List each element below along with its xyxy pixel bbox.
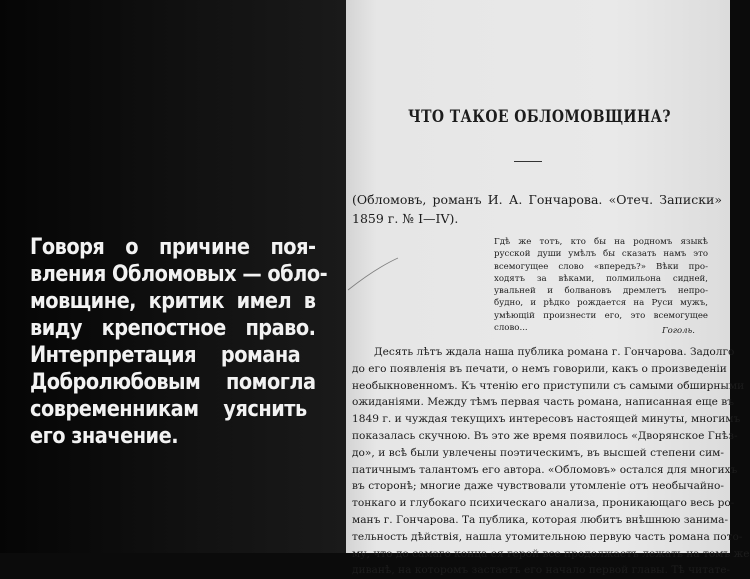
article-body [352,344,750,579]
epigraph-line: умѣющій произнести его, это всемогущее [494,310,708,321]
body-line: Десять лѣтъ ждала наша публика романа г. Гончарова. Задолго [374,346,735,358]
caption-line: Добролюбовым помогла [30,369,316,395]
caption-line: вления Обломовых — обло- [30,261,328,287]
body-line: 1849 г. и чуждая текущихъ интересовъ настоящей минуты, многимъ [352,413,741,426]
epigraph-line: Гдѣ же тотъ, кто бы на родномъ языкѣ [494,237,708,247]
body-line: необыкновенномъ. Къ чтенію его приступили съ самыми обширными [352,379,745,392]
book-page [346,0,750,577]
caption-line: Говоря о причине поя- [30,234,316,260]
body-line: показалась скучною. Въ это же время появилось «Дворянское Гнѣз- [352,429,738,442]
caption-panel [0,0,346,553]
body-line: тонкаго и глубокаго психическаго анализа, проникающаго весь ро- [352,497,735,510]
epigraph-line: русской души умѣлъ бы сказать намъ это [494,249,708,260]
body-line: патичнымъ талантомъ его автора. «Обломовъ» остался для многихъ [352,463,738,476]
body-line: ожиданіями. Между тѣмъ первая часть романа, написанная еще въ [352,396,734,409]
epigraph-author: Гоголь. [662,326,695,336]
article-subtitle [352,190,722,228]
body-line: манъ г. Гончарова. Та публика, которая любитъ внѣшнюю занима- [352,513,729,526]
caption-line: современникам уяснить [30,396,307,422]
subtitle-line: 1859 г. № I—IV). [352,211,459,226]
body-line: до его появленія въ печати, о немъ говорили, какъ о произведеніи [352,362,727,375]
epigraph-line: ходятъ за вѣками, полмильона сидней, [494,273,708,284]
subtitle-line: (Обломовъ, романъ И. А. Гончарова. «Отеч. Записки» [352,192,722,207]
caption-line: Интерпретация романа [30,342,301,368]
epigraph-line: увальней и болвановъ дремлетъ непро- [494,286,708,297]
caption-text [30,234,328,450]
epigraph-line: всемогущее слово «впередъ?» Вѣки про- [494,261,708,272]
epigraph [494,236,708,334]
caption-line: виду крепостное право. [30,315,316,341]
body-line: му, что до самаго конца ея герой все продолжаетъ лежать на томъ же [352,547,750,560]
caption-line: мовщине, критик имел в [30,288,316,314]
epigraph-line: будно, и рѣдко рождается на Руси мужъ, [494,298,708,309]
title-divider [514,161,542,162]
epigraph-line: слово... [494,323,528,334]
body-line: до», и всѣ были увлечены поэтическимъ, въ высшей степени сим- [352,446,724,459]
article-title: ЧТО ТАКОЕ ОБЛОМОВЩИНА? [408,107,671,127]
caption-line: его значение. [30,423,179,449]
body-line: диванѣ, на которомъ застаетъ его начало первой главы. Тѣ читате- [352,564,731,577]
body-line: тельность дѣйствія, нашла утомительною первую часть романа пото- [352,530,743,543]
body-line: въ сторонѣ; многие даже чувствовали утомленіе отъ необычайно- [352,480,724,493]
